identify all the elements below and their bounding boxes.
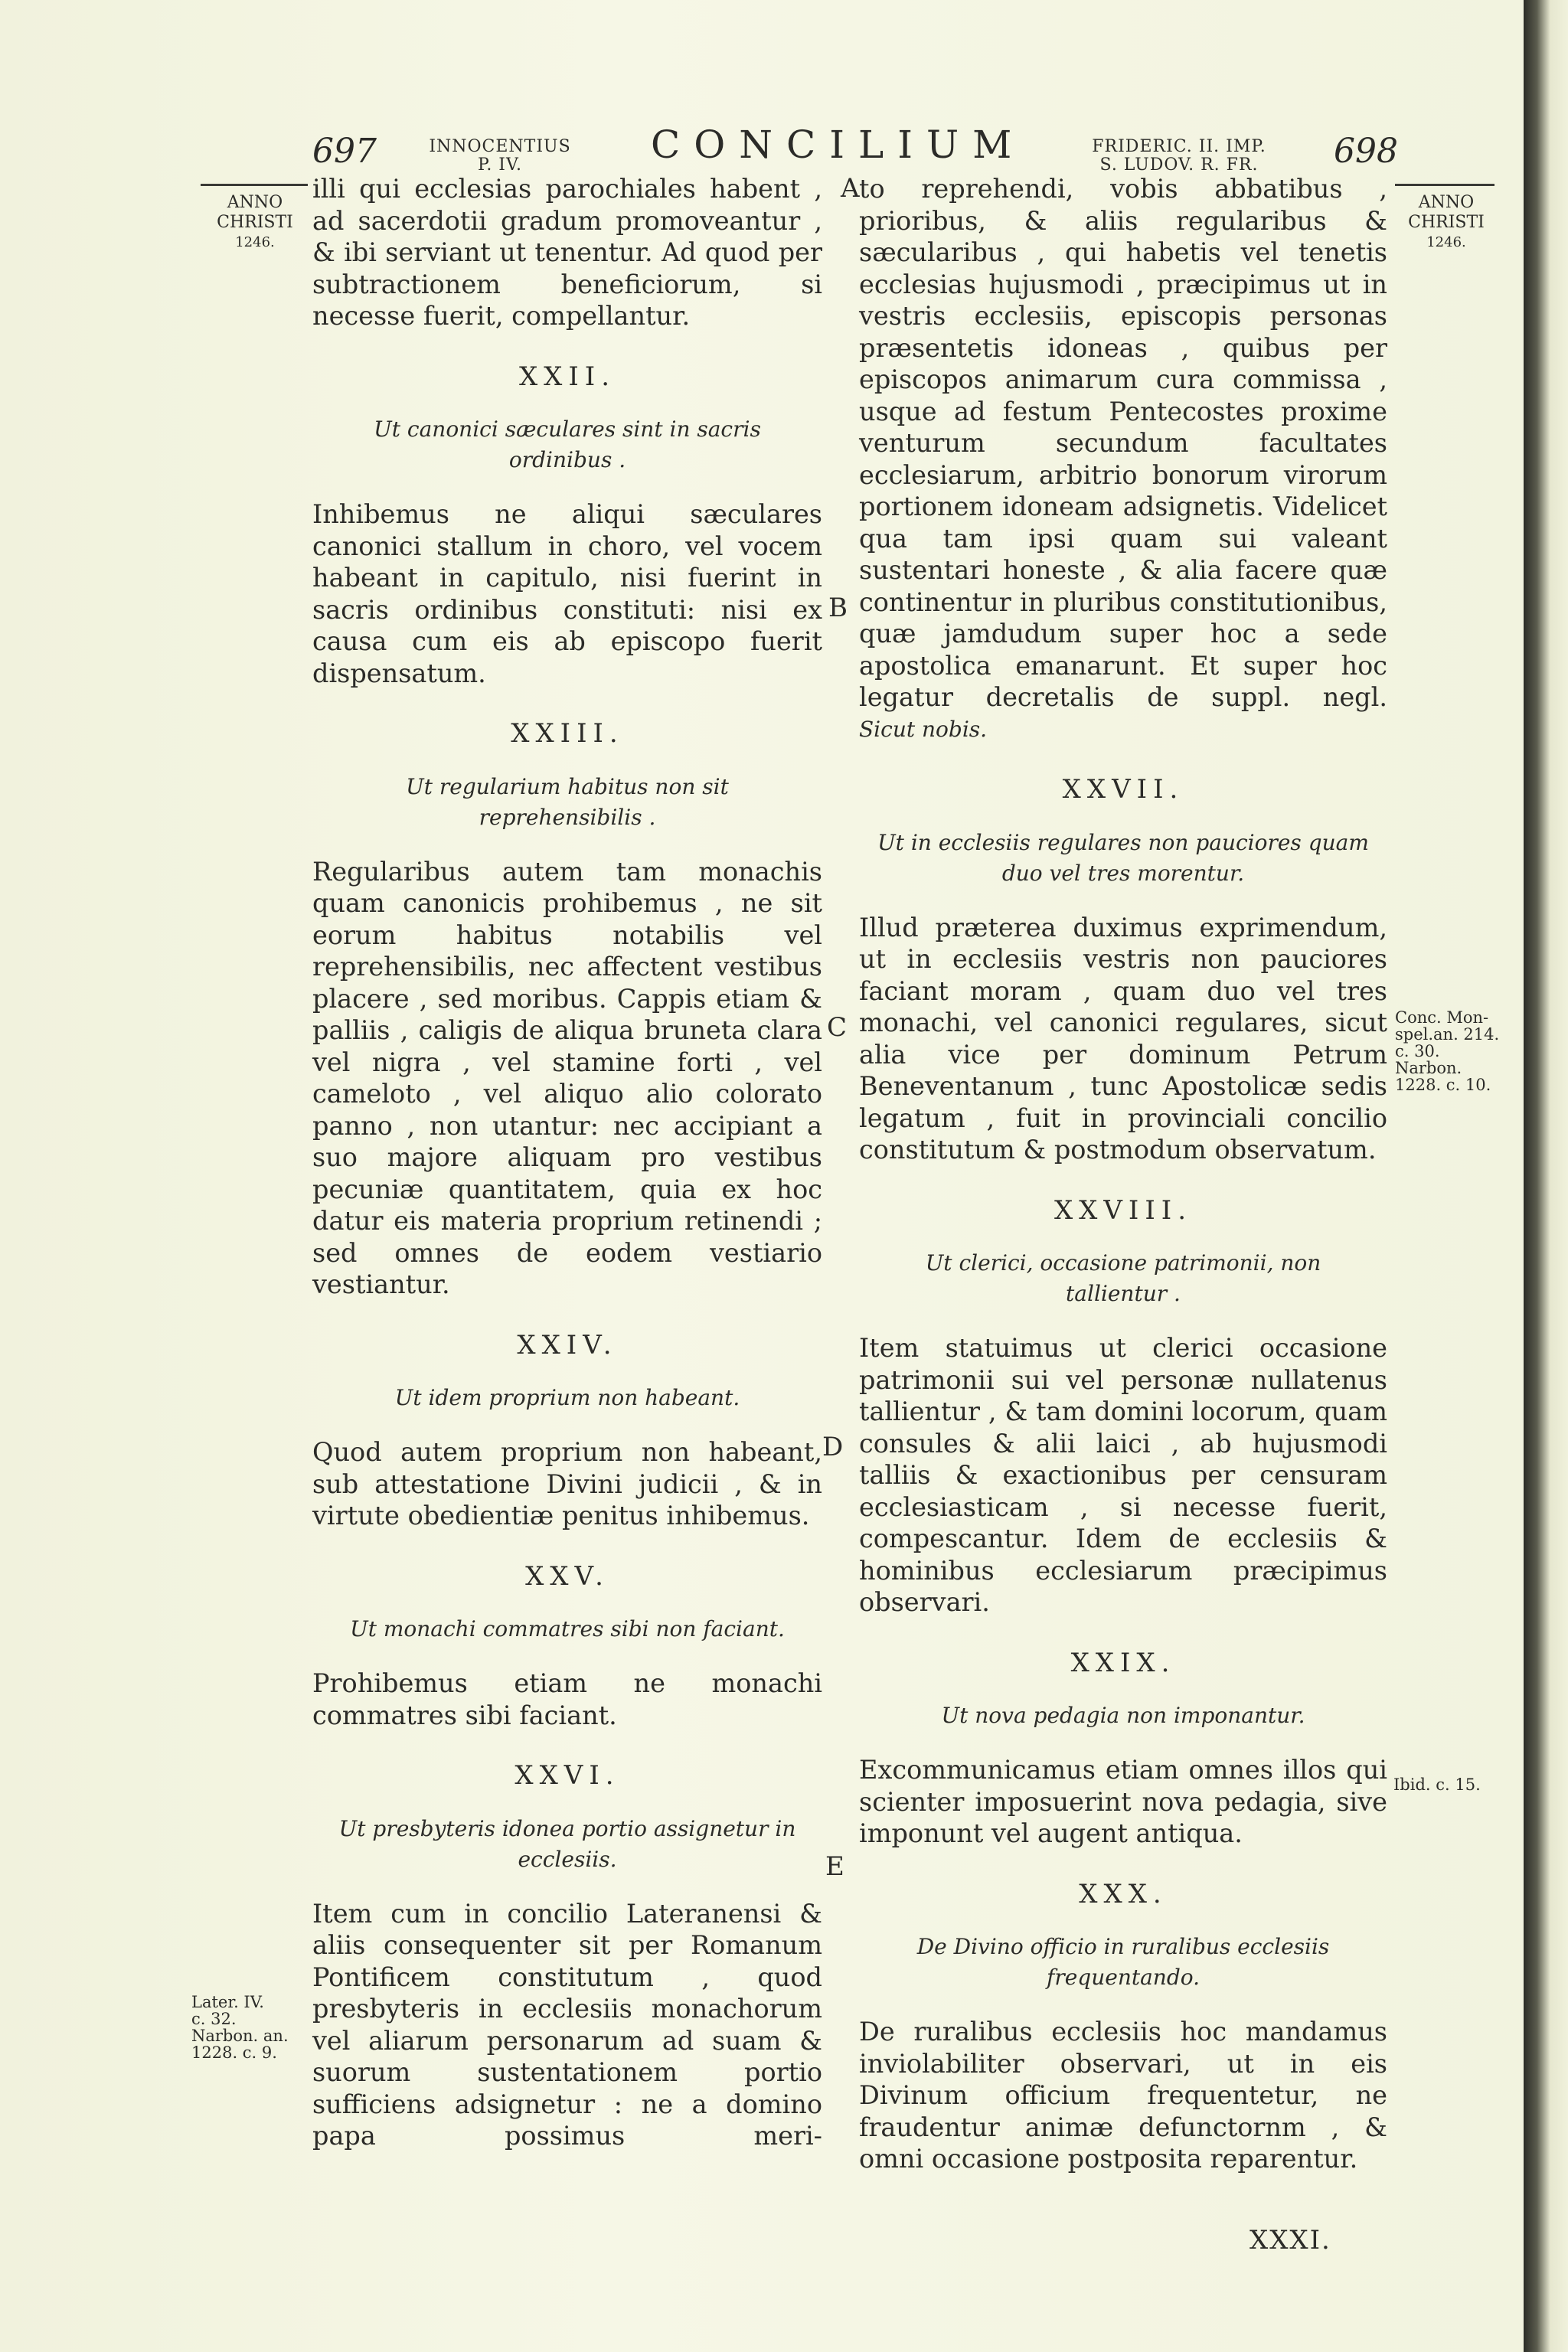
paragraph: Regularibus autem tam monachis quam canonicis prohibemus , ne sit eorum habitus notabilis vel reprehensibilis, nec affectent vestibus placere , sed moribus. Cappis etiam & palliis , caligis de aliqua bruneta clara vel nigra , vel stamine forti , vel cameloto , vel aliquo alio colorato panno , non utantur: nec accipiant a suo majore aliquam pro vestibus pecuniæ quantitatem, quia ex hoc datur eis materia proprium retinendi ; sed omnes de eodem vestiario vestiantur. [312, 856, 822, 1299]
left-column [312, 173, 822, 2152]
right-running-head [1072, 138, 1286, 175]
chapter-rubric: Ut clerici, occasione patrimonii, non tallientur . [925, 1250, 1321, 1306]
paragraph: to reprehendi, vobis abbatibus , prioribus, & aliis regularibus & sæcularibus , qui habetis vel tenetis ecclesias hujusmodi , præcipimus ut in vestris ecclesiis, episcopis personas præsentetis idoneas , quibus per episcopos animarum cura commissa , usque ad festum Pentecostes proxime venturum secundum facultates ecclesiarum, arbitrio bonorum virorum portionem idoneam adsignetis. Videlicet qua tam ipsi quam sui valeant sustentari honeste , & alia facere quæ continentur in pluribus constitutionibus, quæ jamdudum super hoc a sede apostolica emanarunt. Et super hoc legatur decretalis de suppl. negl. [859, 174, 1387, 712]
side-note-later [191, 1994, 306, 2061]
page-title: CONCILIUM [651, 122, 1026, 167]
side-note-line: 1228. c. 10. [1395, 1076, 1491, 1094]
side-note-ibid: Ibid. c. 15. [1393, 1775, 1481, 1794]
side-note-line: c. 30. [1395, 1042, 1440, 1060]
side-note-line: Narbon. an. [191, 2027, 289, 2045]
margin-letter: B [828, 593, 848, 623]
anno-line: ANNO [1418, 193, 1475, 212]
margin-letter: A [841, 173, 860, 204]
anno-line: ANNO [227, 193, 283, 212]
chapter-rubric: Ut in ecclesiis regulares non pauciores quam duo vel tres morentur. [877, 829, 1369, 886]
chapter-rubric: De Divino officio in ruralibus ecclesiis frequentando. [916, 1934, 1330, 1990]
paragraph: Illud præterea duximus exprimendum, ut in ecclesiis vestris non pauciores faciant moram , quam duo vel tres monachi, vel canonici regulares, sicut alia vice per dominum Petrum Beneventanum , tunc Apostolicæ sedis legatum , fuit in provinciali concilio constitutum & postmodum observatum. [859, 912, 1387, 1165]
chapter-number: XXIX. [1070, 1647, 1176, 1678]
paragraph: Item statuimus ut clerici occasione patrimonii sui vel personæ nullatenus tallientur , & tam domini locorum, quam consules & alii laici , ab hujusmodi talliis & exactionibus per censuram ecclesiasticam , si necesse fuerit, compescantur. Idem de ecclesiis & hominibus ecclesiarum præcipimus observari. [859, 1333, 1387, 1617]
right-page-number: 698 [1334, 132, 1398, 171]
anno-line: CHRISTI [1408, 213, 1485, 232]
chapter-number: XXVIII. [1054, 1194, 1193, 1226]
decretal-reference: Sicut nobis. [859, 716, 988, 742]
chapter-number: XXII. [518, 361, 616, 392]
paragraph: Prohibemus etiam ne monachi commatres sibi faciant. [312, 1668, 822, 1730]
running-head-line: P. IV. [477, 155, 523, 175]
paragraph: Item cum in concilio Lateranensi & aliis consequenter sit per Romanum Pontificem constitutum , quod presbyteris in ecclesiis monachorum vel aliarum personarum ad suam & suorum sustentationem portio sufficiens adsignetur : ne a domino papa possimus meri- [312, 1898, 822, 2151]
left-page-number: 697 [312, 132, 377, 171]
paragraph: De ruralibus ecclesiis hoc mandamus inviolabiliter observari, ut in eis Divinum officium frequentetur, ne fraudentur animæ defunctornm , & omni occasione postposita reparentur. [859, 2017, 1387, 2174]
anno-christi-left [205, 193, 305, 253]
running-head-line: FRIDERIC. II. IMP. [1092, 137, 1266, 156]
anno-rule-left [201, 184, 308, 186]
paragraph: Quod autem proprium non habeant, sub attestatione Divini judicii , & in virtute obedientiæ penitus inhibemus. [312, 1437, 822, 1530]
side-note-line: Later. IV. [191, 1993, 264, 2011]
side-note-line: c. 32. [191, 2010, 237, 2028]
chapter-number: XXIV. [517, 1329, 618, 1361]
margin-letter: D [822, 1432, 844, 1462]
paragraph: Inhibemus ne aliqui sæculares canonici stallum in choro, vel vocem habeant in capitulo, nisi fuerint in sacris ordinibus constituti: nisi ex causa cum eis ab episcopo fuerit dispensatum. [312, 499, 822, 688]
paragraph: Excommunicamus etiam omnes illos qui scienter imposuerint nova pedagia, sive imponunt vel augent antiqua. [859, 1755, 1387, 1848]
chapter-rubric: Ut canonici sæculares sint in sacris ordinibus . [374, 416, 761, 472]
chapter-number: XXVII. [1062, 774, 1184, 805]
chapter-rubric: Ut regularium habitus non sit reprehensibilis . [406, 773, 729, 830]
chapter-number: XXIII. [511, 718, 624, 749]
left-running-head [420, 138, 580, 175]
margin-letter: E [825, 1851, 844, 1882]
chapter-rubric: Ut nova pedagia non imponantur. [941, 1703, 1305, 1728]
running-head-line: S. LUDOV. R. FR. [1099, 155, 1259, 175]
page-gutter [1524, 0, 1568, 2352]
anno-line: CHRISTI [217, 213, 293, 232]
chapter-number: XXX. [1079, 1878, 1168, 1909]
chapter-rubric: Ut monachi commatres sibi non faciant. [350, 1616, 785, 1642]
running-head-line: INNOCENTIUS [429, 137, 571, 156]
chapter-number: XXV. [525, 1560, 609, 1592]
paragraph: illi qui ecclesias parochiales habent , ad sacerdotii gradum promoveantur , & ibi serviant ut tenentur. Ad quod per subtractionem beneficiorum, si necesse fuerit, compellantur. [312, 174, 822, 331]
side-note-line: Narbon. [1395, 1059, 1462, 1077]
side-note-line: spel.an. 214. [1395, 1025, 1500, 1044]
chapter-rubric: Ut idem proprium non habeant. [394, 1385, 740, 1410]
catchword: XXXI. [1250, 2225, 1331, 2256]
anno-rule-right [1395, 184, 1494, 186]
anno-christi-right [1396, 193, 1496, 253]
side-note-line: 1228. c. 9. [191, 2043, 277, 2062]
side-note-line: Conc. Mon- [1395, 1008, 1489, 1027]
anno-line: 1246. [1426, 234, 1466, 250]
margin-letter: C [827, 1012, 848, 1043]
anno-line: 1246. [235, 234, 275, 250]
chapter-rubric: Ut presbyteris idonea portio assignetur in ecclesiis. [338, 1815, 796, 1872]
right-column [859, 173, 1387, 2175]
chapter-number: XXVI. [514, 1760, 620, 1791]
side-note-conc [1395, 1009, 1510, 1093]
